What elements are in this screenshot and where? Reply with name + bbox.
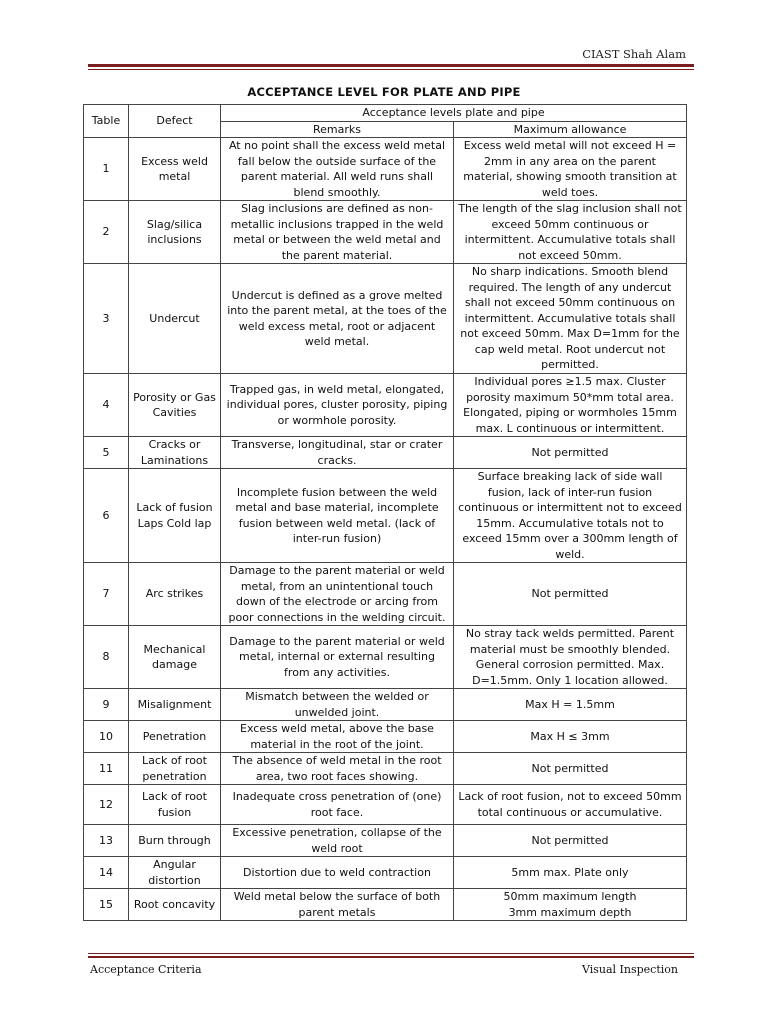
table-row [84,753,687,785]
table-row [84,889,687,921]
row-number: 3 [84,264,129,374]
defect-cell: Burn through [129,825,221,857]
row-number: 13 [84,825,129,857]
max-allowance-cell: Not permitted [454,563,687,626]
table-row [84,469,687,563]
remarks-cell: Mismatch between the welded or unwelded joint. [221,689,454,721]
remarks-cell: Damage to the parent material or weld metal, internal or external resulting from any activities. [221,626,454,689]
row-number: 7 [84,563,129,626]
row-number: 14 [84,857,129,889]
footer-rule-thick [88,956,694,958]
defect-cell: Lack of root penetration [129,753,221,785]
defect-cell: Misalignment [129,689,221,721]
table-row [84,374,687,437]
row-number: 6 [84,469,129,563]
defect-cell: Arc strikes [129,563,221,626]
col-header-table: Table [84,105,129,138]
row-number: 12 [84,785,129,825]
max-allowance-cell: Not permitted [454,753,687,785]
footer-rule-thin [88,953,694,954]
defect-cell: Penetration [129,721,221,753]
header-institution: CIAST Shah Alam [582,47,686,61]
max-allowance-cell: Excess weld metal will not exceed H = 2mm in any area on the parent material, showing smooth transition at weld toes. [454,138,687,201]
remarks-cell: Transverse, longitudinal, star or crater cracks. [221,437,454,469]
footer-left: Acceptance Criteria [90,963,202,976]
remarks-cell: Weld metal below the surface of both parent metals [221,889,454,921]
header-rule-thick [88,64,694,67]
defect-cell: Cracks or Laminations [129,437,221,469]
col-header-max: Maximum allowance [454,121,687,138]
remarks-cell: Trapped gas, in weld metal, elongated, individual pores, cluster porosity, piping or wormhole porosity. [221,374,454,437]
defect-cell: Root concavity [129,889,221,921]
document-title: ACCEPTANCE LEVEL FOR PLATE AND PIPE [247,85,521,99]
row-number: 1 [84,138,129,201]
table-row [84,201,687,264]
row-number: 8 [84,626,129,689]
table-row [84,563,687,626]
max-allowance-cell: Max H = 1.5mm [454,689,687,721]
max-allowance-cell: Surface breaking lack of side wall fusion, lack of inter-run fusion continuous or intermittent not to exceed 15mm. Accumulative totals not to exceed 15mm over a 300mm length of weld. [454,469,687,563]
defect-cell: Angular distortion [129,857,221,889]
table-row [84,689,687,721]
row-number: 15 [84,889,129,921]
defect-cell: Undercut [129,264,221,374]
table-row [84,785,687,825]
remarks-cell: Distortion due to weld contraction [221,857,454,889]
row-number: 9 [84,689,129,721]
remarks-cell: Slag inclusions are defined as non-metallic inclusions trapped in the weld metal or between the weld metal and the parent material. [221,201,454,264]
max-allowance-cell: Lack of root fusion, not to exceed 50mm total continuous or accumulative. [454,785,687,825]
table-row [84,626,687,689]
defect-cell: Excess weld metal [129,138,221,201]
table-row [84,857,687,889]
max-allowance-cell: No stray tack welds permitted. Parent material must be smoothly blended. General corrosion permitted. Max. D=1.5mm. Only 1 location allowed. [454,626,687,689]
max-allowance-cell: Not permitted [454,437,687,469]
remarks-cell: Damage to the parent material or weld metal, from an unintentional touch down of the electrode or arcing from poor connections in the welding circuit. [221,563,454,626]
table-row [84,437,687,469]
max-allowance-cell: 5mm max. Plate only [454,857,687,889]
max-allowance-cell: 50mm maximum length 3mm maximum depth [454,889,687,921]
table-row [84,138,687,201]
defect-cell: Mechanical damage [129,626,221,689]
remarks-cell: Excessive penetration, collapse of the weld root [221,825,454,857]
remarks-cell: The absence of weld metal in the root area, two root faces showing. [221,753,454,785]
defect-cell: Slag/silica inclusions [129,201,221,264]
defect-cell: Lack of fusion Laps Cold lap [129,469,221,563]
row-number: 2 [84,201,129,264]
remarks-cell: Excess weld metal, above the base material in the root of the joint. [221,721,454,753]
acceptance-table [83,104,687,921]
max-allowance-cell: Max H ≤ 3mm [454,721,687,753]
defect-cell: Lack of root fusion [129,785,221,825]
remarks-cell: Inadequate cross penetration of (one) root face. [221,785,454,825]
row-number: 11 [84,753,129,785]
header-rule-thin [88,69,694,70]
col-header-defect: Defect [129,105,221,138]
defect-cell: Porosity or Gas Cavities [129,374,221,437]
row-number: 4 [84,374,129,437]
table-row [84,721,687,753]
max-allowance-cell: No sharp indications. Smooth blend required. The length of any undercut shall not exceed 50mm continuous on intermittent. Accumulative totals shall not exceed 50mm. Max D=1mm for the cap weld metal. Root undercut not permitted. [454,264,687,374]
remarks-cell: At no point shall the excess weld metal fall below the outside surface of the parent material. All weld runs shall blend smoothly. [221,138,454,201]
remarks-cell: Undercut is defined as a grove melted into the parent metal, at the toes of the weld excess metal, root or adjacent weld metal. [221,264,454,374]
max-allowance-cell: Individual pores ≥1.5 max. Cluster porosity maximum 50*mm total area. Elongated, piping or wormholes 15mm max. L continuous or intermittent. [454,374,687,437]
table-row [84,264,687,374]
col-header-remarks: Remarks [221,121,454,138]
footer-right: Visual Inspection [581,963,678,976]
col-group-header: Acceptance levels plate and pipe [221,105,687,122]
max-allowance-cell: Not permitted [454,825,687,857]
row-number: 5 [84,437,129,469]
table-row [84,825,687,857]
remarks-cell: Incomplete fusion between the weld metal and base material, incomplete fusion between weld metal. (lack of inter-run fusion) [221,469,454,563]
max-allowance-cell: The length of the slag inclusion shall not exceed 50mm continuous or intermittent. Accumulative totals shall not exceed 50mm. [454,201,687,264]
row-number: 10 [84,721,129,753]
